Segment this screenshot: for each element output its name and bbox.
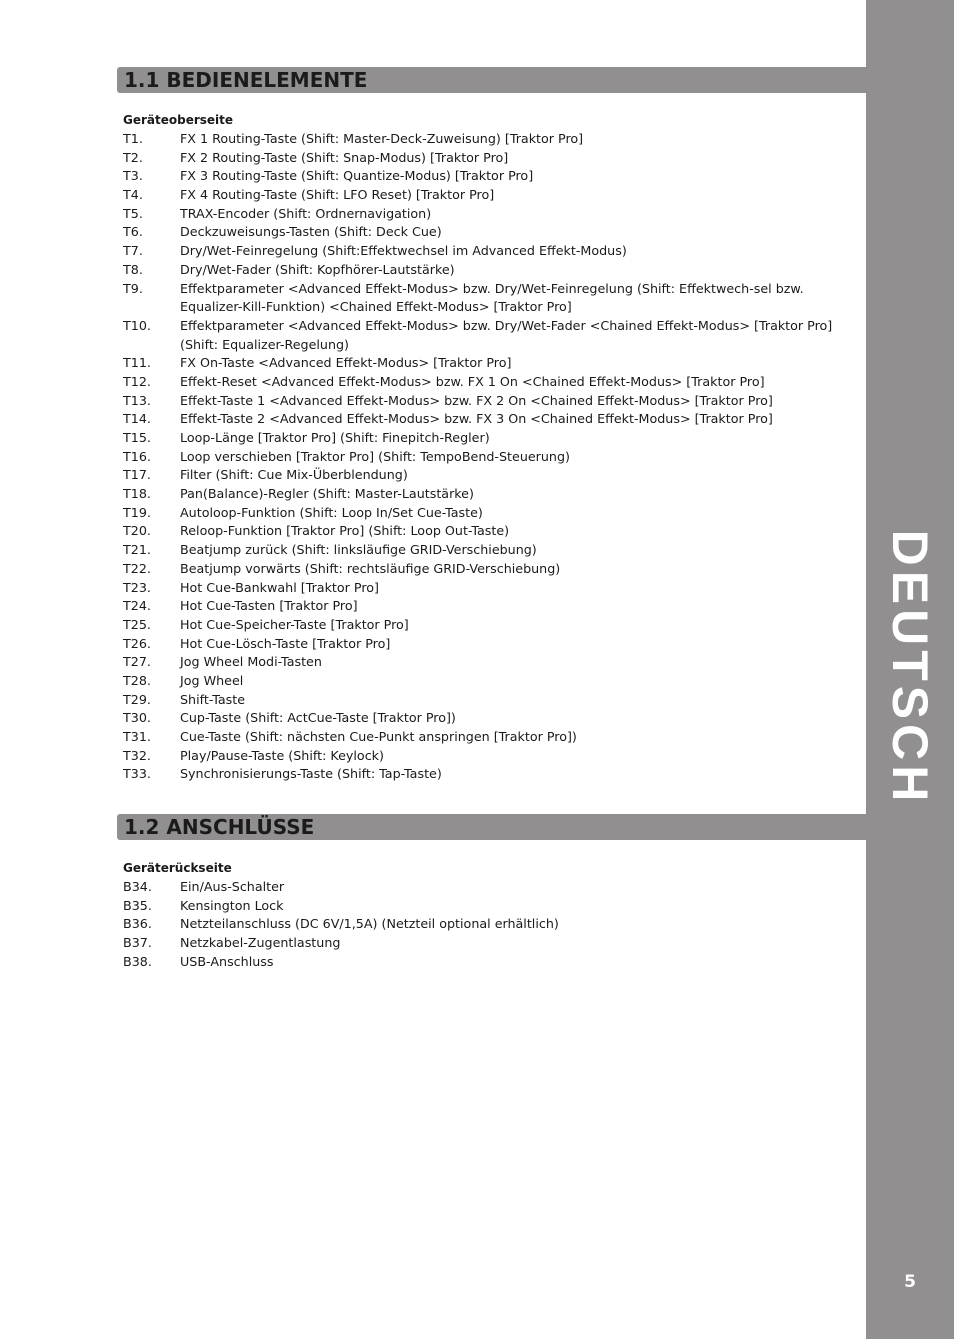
list-item	[123, 466, 858, 485]
list-item	[123, 242, 858, 261]
connections-list	[123, 878, 858, 971]
item-code: T10.	[123, 317, 151, 333]
list-item	[123, 953, 858, 972]
item-code: T2.	[123, 149, 143, 165]
section-title-connections: 1.2 ANSCHLÜSSE	[124, 815, 315, 839]
item-code: T17.	[123, 467, 151, 483]
item-text: Loop-Länge [Traktor Pro] (Shift: Finepitch-Regler)	[180, 430, 490, 445]
item-text: FX 1 Routing-Taste (Shift: Master-Deck-Zuweisung) [Traktor Pro]	[180, 131, 584, 146]
list-item	[123, 149, 858, 168]
item-code: T25.	[123, 616, 151, 632]
controls-list	[123, 130, 858, 784]
item-code: T12.	[123, 373, 151, 389]
item-code: T29.	[123, 691, 151, 707]
item-code: T13.	[123, 392, 151, 408]
list-item	[123, 429, 858, 448]
item-code: T18.	[123, 486, 151, 502]
item-code: T11.	[123, 355, 151, 371]
language-label: DEUTSCH	[882, 529, 938, 807]
item-code: T23.	[123, 579, 151, 595]
item-text: Cup-Taste (Shift: ActCue-Taste [Traktor Pro])	[180, 710, 456, 726]
item-text: Ein/Aus-Schalter	[180, 879, 285, 894]
subheading-top-panel: Geräteoberseite	[123, 113, 234, 127]
item-text: FX 2 Routing-Taste (Shift: Snap-Modus) [Traktor Pro]	[180, 149, 509, 165]
list-item	[123, 765, 858, 784]
item-text: TRAX-Encoder (Shift: Ordnernavigation)	[180, 205, 432, 221]
list-item	[123, 392, 858, 411]
item-code: T31.	[123, 729, 151, 744]
list-item	[123, 878, 858, 897]
item-code: T20.	[123, 523, 151, 539]
item-text: Dry/Wet-Fader (Shift: Kopfhörer-Lautstärke)	[180, 261, 455, 277]
item-code: T7.	[123, 243, 143, 259]
item-text: Hot Cue-Bankwahl [Traktor Pro]	[180, 579, 379, 595]
list-item	[123, 597, 858, 616]
item-code: T33.	[123, 766, 151, 782]
list-item	[123, 653, 858, 672]
page-number: 5	[904, 1272, 916, 1292]
item-code: T16.	[123, 448, 151, 464]
list-item	[123, 522, 858, 541]
item-code: B34.	[123, 879, 152, 894]
subheading-rear-panel: Geräterückseite	[123, 861, 232, 875]
item-text: Hot Cue-Lösch-Taste [Traktor Pro]	[180, 635, 391, 651]
list-item	[123, 579, 858, 598]
item-text: FX 3 Routing-Taste (Shift: Quantize-Modus) [Traktor Pro]	[180, 168, 534, 184]
item-text: Pan(Balance)-Regler (Shift: Master-Lautstärke)	[180, 486, 474, 502]
item-text: Netzteilanschluss (DC 6V/1,5A) (Netzteil optional erhältlich)	[180, 916, 559, 932]
list-item	[123, 691, 858, 710]
item-text: Loop verschieben [Traktor Pro] (Shift: TempoBend-Steuerung)	[180, 448, 570, 464]
list-item	[123, 354, 858, 373]
item-text: USB-Anschluss	[180, 953, 274, 969]
list-item	[123, 915, 858, 934]
item-text: Synchronisierungs-Taste (Shift: Tap-Taste)	[180, 766, 442, 782]
list-item	[123, 897, 858, 916]
item-text: Jog Wheel	[180, 672, 244, 688]
list-item	[123, 485, 858, 504]
item-text: Effektparameter <Advanced Effekt-Modus> bzw. Dry/Wet-Feinregelung (Shift: Effektwech-sel bzw. Equalizer-Kill-Funktion) <Chained Effekt-Modus> [Traktor Pro]	[180, 280, 804, 315]
item-text: Netzkabel-Zugentlastung	[180, 935, 341, 951]
list-item	[123, 616, 858, 635]
item-code: T27.	[123, 654, 151, 670]
list-item	[123, 410, 858, 429]
section-title-controls: 1.1 BEDIENELEMENTE	[124, 68, 368, 92]
section-header-controls	[117, 67, 866, 93]
item-code: T3.	[123, 168, 143, 184]
item-text: Effekt-Taste 2 <Advanced Effekt-Modus> bzw. FX 3 On <Chained Effekt-Modus> [Traktor Pro]	[180, 411, 773, 427]
item-code: T4.	[123, 187, 143, 203]
list-item	[123, 205, 858, 224]
item-text: Beatjump vorwärts (Shift: rechtsläufige GRID-Verschiebung)	[180, 560, 561, 576]
item-code: T15.	[123, 430, 151, 445]
item-code: T14.	[123, 411, 151, 427]
item-code: T8.	[123, 261, 143, 277]
item-text: Play/Pause-Taste (Shift: Keylock)	[180, 747, 384, 763]
item-code: T6.	[123, 224, 143, 240]
item-text: FX 4 Routing-Taste (Shift: LFO Reset) [Traktor Pro]	[180, 187, 495, 203]
item-text: Deckzuweisungs-Tasten (Shift: Deck Cue)	[180, 224, 442, 240]
item-text: Effekt-Taste 1 <Advanced Effekt-Modus> bzw. FX 2 On <Chained Effekt-Modus> [Traktor Pro]	[180, 392, 773, 408]
list-item	[123, 635, 858, 654]
list-item	[123, 130, 858, 149]
list-item	[123, 709, 858, 728]
item-text: Effekt-Reset <Advanced Effekt-Modus> bzw. FX 1 On <Chained Effekt-Modus> [Traktor Pro]	[180, 373, 765, 389]
item-text: FX On-Taste <Advanced Effekt-Modus> [Traktor Pro]	[180, 355, 512, 371]
item-code: T28.	[123, 672, 151, 688]
list-item	[123, 280, 858, 317]
item-code: T30.	[123, 710, 151, 726]
item-text: Kensington Lock	[180, 897, 284, 913]
list-item	[123, 504, 858, 523]
list-item	[123, 448, 858, 467]
item-text: Autoloop-Funktion (Shift: Loop In/Set Cue-Taste)	[180, 504, 483, 520]
item-code: B37.	[123, 935, 152, 951]
item-text: Hot Cue-Tasten [Traktor Pro]	[180, 598, 358, 614]
item-code: B36.	[123, 916, 152, 932]
item-code: T21.	[123, 542, 151, 558]
section-header-connections	[117, 814, 866, 840]
item-code: T32.	[123, 747, 151, 763]
list-item	[123, 373, 858, 392]
list-item	[123, 541, 858, 560]
list-item	[123, 223, 858, 242]
item-text: Dry/Wet-Feinregelung (Shift:Effektwechsel im Advanced Effekt-Modus)	[180, 243, 627, 259]
list-item	[123, 747, 858, 766]
item-text: Shift-Taste	[180, 691, 246, 707]
item-text: Effektparameter <Advanced Effekt-Modus> bzw. Dry/Wet-Fader <Chained Effekt-Modus> [Traktor Pro] (Shift: Equalizer-Regelung)	[180, 317, 833, 352]
list-item	[123, 186, 858, 205]
list-item	[123, 672, 858, 691]
list-item	[123, 261, 858, 280]
item-text: Hot Cue-Speicher-Taste [Traktor Pro]	[180, 616, 409, 632]
item-code: B35.	[123, 897, 152, 913]
item-text: Filter (Shift: Cue Mix-Überblendung)	[180, 467, 408, 483]
item-code: B38.	[123, 953, 152, 969]
item-text: Cue-Taste (Shift: nächsten Cue-Punkt anspringen [Traktor Pro])	[180, 729, 577, 744]
item-text: Beatjump zurück (Shift: linksläufige GRID-Verschiebung)	[180, 542, 537, 558]
item-text: Jog Wheel Modi-Tasten	[180, 654, 322, 670]
item-text: Reloop-Funktion [Traktor Pro] (Shift: Loop Out-Taste)	[180, 523, 510, 539]
item-code: T1.	[123, 131, 143, 146]
item-code: T19.	[123, 504, 151, 520]
item-code: T5.	[123, 205, 143, 221]
list-item	[123, 560, 858, 579]
item-code: T9.	[123, 280, 143, 296]
list-item	[123, 317, 858, 354]
list-item	[123, 167, 858, 186]
item-code: T22.	[123, 560, 151, 576]
item-code: T26.	[123, 635, 151, 651]
list-item	[123, 728, 858, 747]
item-code: T24.	[123, 598, 151, 614]
list-item	[123, 934, 858, 953]
